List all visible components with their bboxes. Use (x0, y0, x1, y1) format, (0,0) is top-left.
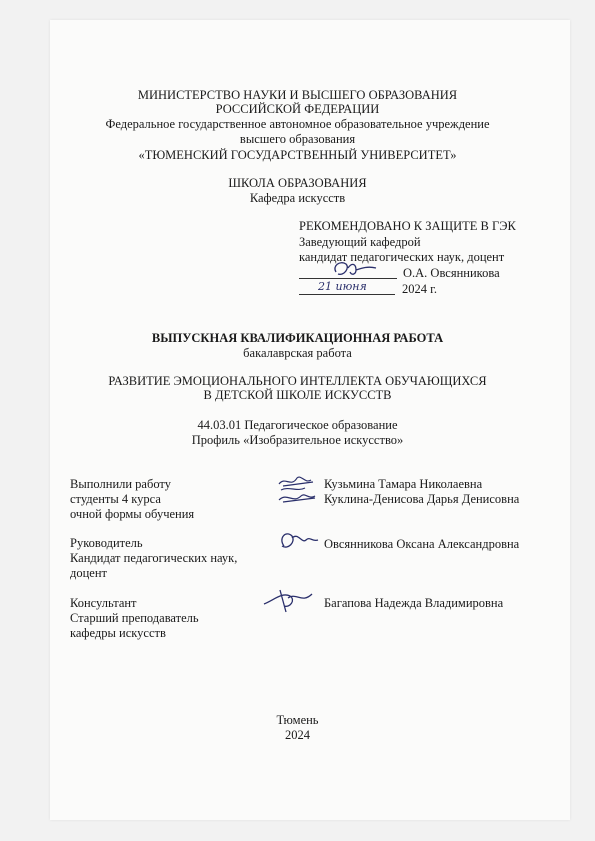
approval-year: 2024 г. (402, 282, 437, 296)
school-name: ШКОЛА ОБРАЗОВАНИЯ (228, 176, 367, 190)
students-role-line-3: очной формы обучения (70, 507, 195, 521)
supervisor-role-line-1: Руководитель (70, 536, 143, 550)
student-name-1: Кузьмина Тамара Николаевна (324, 477, 483, 491)
consultant-role-line-1: Консультант (70, 596, 137, 610)
ministry-line-2: РОССИЙСКОЙ ФЕДЕРАЦИИ (215, 102, 380, 116)
consultant-role-line-3: кафедры искусств (70, 626, 166, 640)
work-title-line-1: РАЗВИТИЕ ЭМОЦИОНАЛЬНОГО ИНТЕЛЛЕКТА ОБУЧАЮЩИХСЯ (108, 374, 487, 388)
work-direction: 44.03.01 Педагогическое образование (197, 418, 398, 432)
ministry-line-1: МИНИСТЕРСТВО НАУКИ И ВЫСШЕГО ОБРАЗОВАНИЯ (137, 88, 458, 102)
consultant-signature (260, 584, 316, 614)
supervisor-role-line-3: доцент (70, 566, 107, 580)
students-role-line-2: студенты 4 курса (70, 492, 161, 506)
supervisor-name: Овсянникова Оксана Александровна (324, 537, 520, 551)
university-name: «ТЮМЕНСКИЙ ГОСУДАРСТВЕННЫЙ УНИВЕРСИТЕТ» (138, 148, 457, 162)
approval-degree: кандидат педагогических наук, доцент (299, 250, 505, 264)
students-signatures (275, 470, 319, 508)
work-title-line-2: В ДЕТСКОЙ ШКОЛЕ ИСКУССТВ (203, 388, 392, 402)
department-name: Кафедра искусств (249, 191, 346, 205)
supervisor-role-line-2: Кандидат педагогических наук, (70, 551, 238, 565)
work-profile: Профиль «Изобразительное искусство» (191, 433, 404, 447)
consultant-name: Багапова Надежда Владимировна (324, 596, 504, 610)
supervisor-signature (276, 528, 320, 556)
students-role-line-1: Выполнили работу (70, 477, 171, 491)
work-type: ВЫПУСКНАЯ КВАЛИФИКАЦИОННАЯ РАБОТА (151, 331, 444, 345)
approval-title: РЕКОМЕНДОВАНО К ЗАЩИТЕ В ГЭК (299, 219, 516, 233)
date-line (299, 294, 395, 295)
footer-year: 2024 (285, 728, 310, 742)
student-name-2: Куклина-Денисова Дарья Денисовна (324, 492, 520, 506)
approval-position: Заведующий кафедрой (299, 235, 421, 249)
approval-name: О.А. Овсянникова (403, 266, 500, 280)
institution-line-2: высшего образования (239, 132, 356, 146)
footer-city: Тюмень (276, 713, 319, 727)
work-level: бакалаврская работа (243, 346, 352, 360)
approval-date-handwritten: 21 июня (318, 280, 367, 293)
consultant-role-line-2: Старший преподаватель (70, 611, 199, 625)
head-signature (330, 256, 380, 280)
institution-line-1: Федеральное государственное автономное образовательное учреждение (105, 117, 490, 131)
